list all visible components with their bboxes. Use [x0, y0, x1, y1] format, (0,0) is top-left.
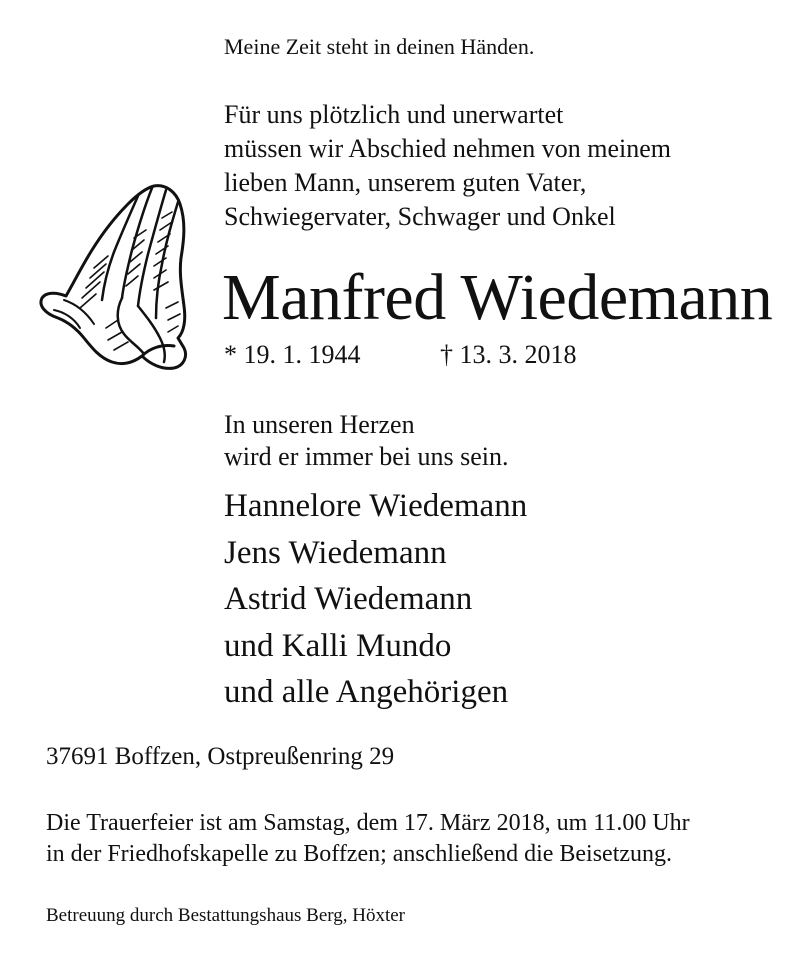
undertaker-credit: Betreuung durch Bestattungshaus Berg, Höxter: [46, 905, 405, 926]
mourner-name: Jens Wiedemann: [224, 534, 447, 571]
memory-line: In unseren Herzen: [224, 410, 415, 439]
motto: Meine Zeit steht in deinen Händen.: [224, 34, 535, 59]
mourner-name: Astrid Wiedemann: [224, 581, 473, 617]
intro-line: Für uns plötzlich und unerwartet: [224, 100, 564, 129]
intro-text: [224, 98, 671, 234]
mourner-name: Hannelore Wiedemann: [224, 488, 528, 524]
intro-line: müssen wir Abschied nehmen von meinem: [224, 134, 671, 163]
birth-date: * 19. 1. 1944: [224, 340, 361, 369]
death-date: † 13. 3. 2018: [440, 340, 577, 369]
praying-hands-icon: [34, 178, 192, 378]
mourner-name: und Kalli Mundo: [224, 627, 452, 664]
mourners-list: [224, 483, 527, 716]
deceased-name: Manfred Wiedemann: [222, 261, 773, 334]
intro-line: lieben Mann, unserem guten Vater,: [224, 168, 587, 197]
service-info: [46, 808, 690, 870]
service-line: Die Trauerfeier ist am Samstag, dem 17. März 2018, um 11.00 Uhr: [46, 810, 690, 836]
service-line: in der Friedhofskapelle zu Boffzen; anschließend die Beisetzung.: [46, 841, 673, 867]
intro-line: Schwiegervater, Schwager und Onkel: [224, 202, 616, 231]
address: 37691 Boffzen, Ostpreußenring 29: [46, 743, 395, 770]
mourner-name: und alle Angehörigen: [224, 674, 509, 710]
memory-line: wird er immer bei uns sein.: [224, 442, 509, 471]
memory-text: [224, 409, 509, 473]
